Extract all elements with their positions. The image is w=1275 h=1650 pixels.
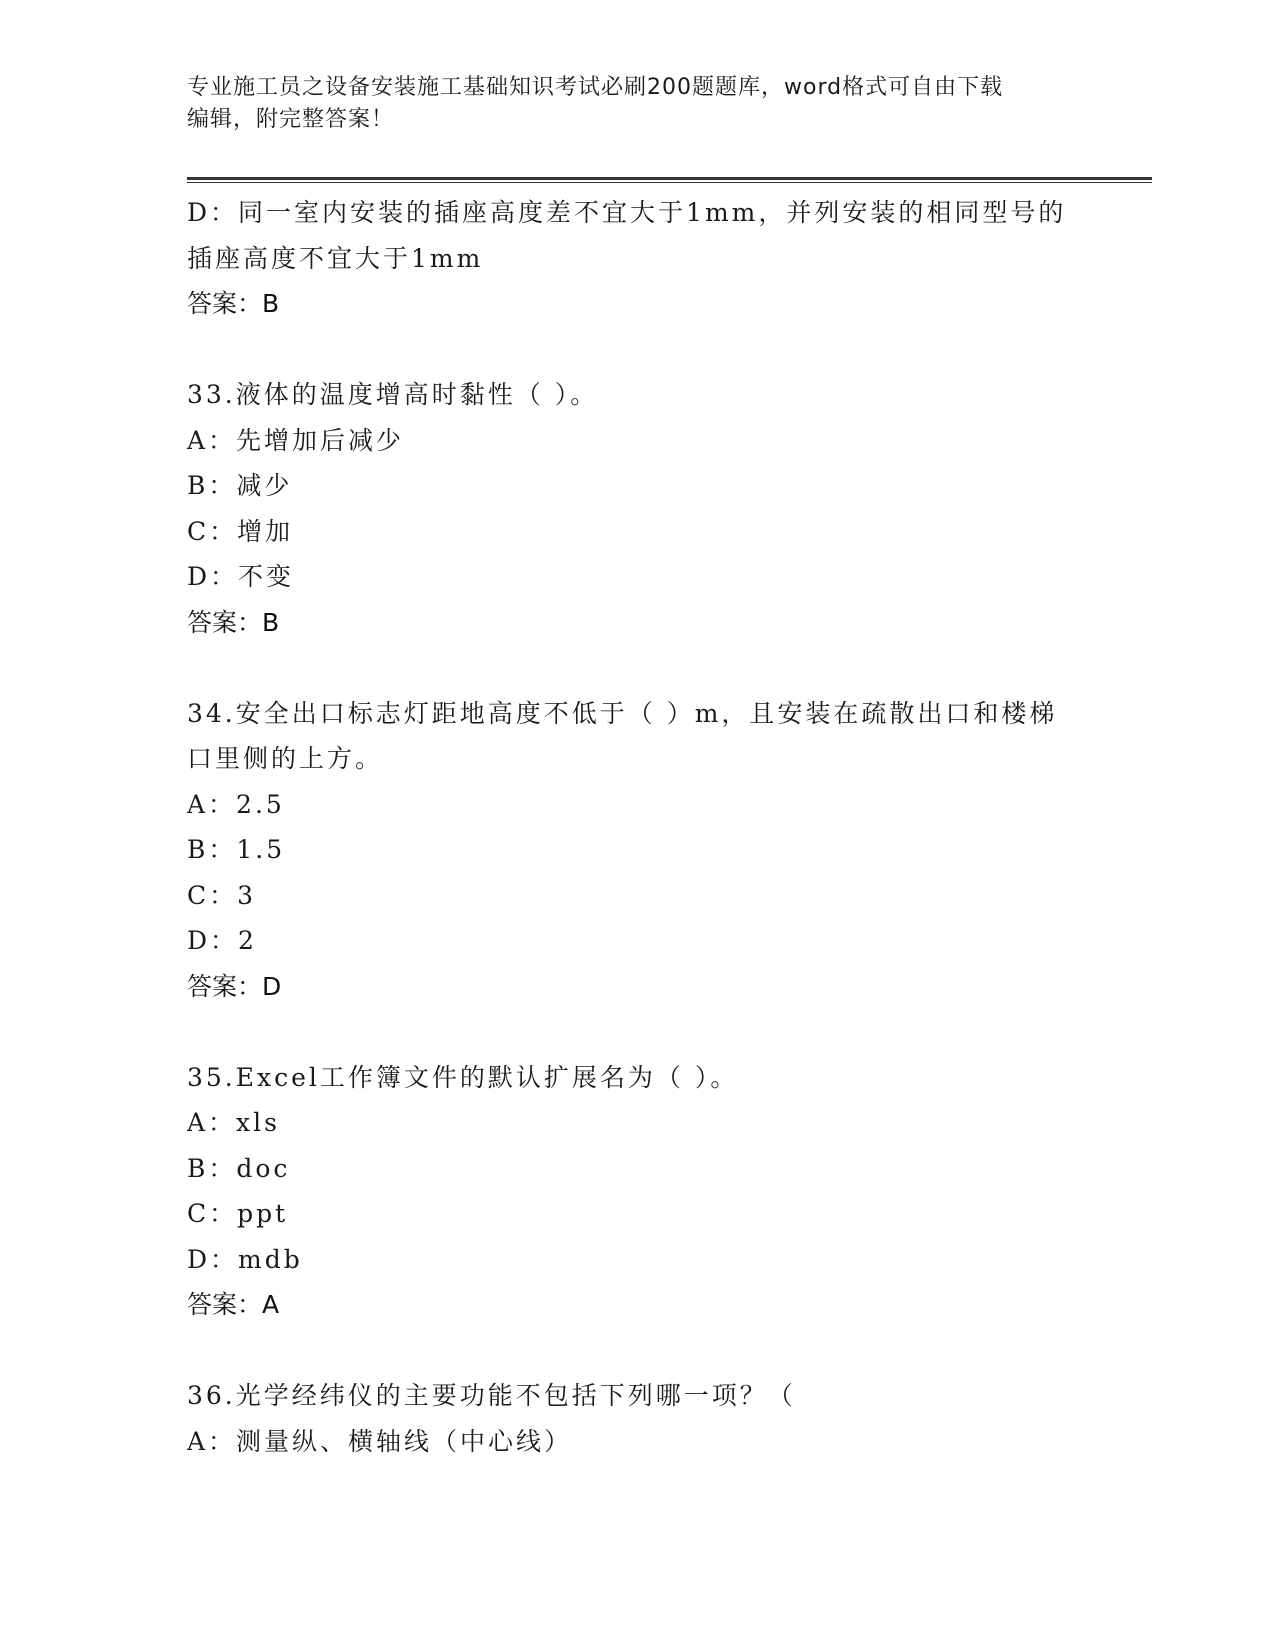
- option-b: B：doc: [187, 1153, 291, 1183]
- option-a: A：2.5: [187, 789, 285, 819]
- option-b: B：减少: [187, 471, 293, 500]
- spacer: [187, 1009, 1087, 1055]
- question-block-33: [187, 372, 1087, 645]
- spacer: [187, 327, 1087, 373]
- option-c: C：ppt: [187, 1199, 289, 1228]
- option-d-line-1: D：同一室内安装的插座高度差不宜大于1mm，并列安装的相同型号的: [187, 198, 1067, 227]
- question-block-36: [187, 1373, 1087, 1464]
- header-divider-thick: [187, 177, 1152, 180]
- question-text: 35.Excel工作簿文件的默认扩展名为（ ）。: [187, 1062, 739, 1092]
- document-header: [187, 72, 1087, 136]
- question-block-32: [187, 190, 1087, 327]
- answer-line: 答案：D: [187, 971, 282, 1001]
- question-block-35: [187, 1055, 1087, 1328]
- question-text: 33.液体的温度增高时黏性（ ）。: [187, 380, 599, 409]
- option-c: C：3: [187, 880, 257, 910]
- option-a: A：xls: [187, 1108, 280, 1137]
- question-block-34: [187, 691, 1087, 1010]
- option-d-line-2: 插座高度不宜大于1mm: [187, 243, 484, 273]
- spacer: [187, 1328, 1087, 1374]
- answer-line: 答案：B: [187, 289, 280, 318]
- option-b: B：1.5: [187, 835, 286, 864]
- answer-line: 答案：B: [187, 607, 280, 637]
- option-d: D：不变: [187, 562, 295, 591]
- option-d: D：mdb: [187, 1244, 303, 1274]
- option-d: D：2: [187, 926, 257, 955]
- header-divider-thin: [187, 182, 1152, 183]
- header-title-line-2: 编辑，附完整答案！: [187, 107, 395, 132]
- spacer: [187, 645, 1087, 691]
- question-text-line-2: 口里侧的上方。: [187, 744, 384, 773]
- question-text-line-1: 34.安全出口标志灯距地高度不低于（ ）m，且安装在疏散出口和楼梯: [187, 698, 1058, 728]
- option-c: C：增加: [187, 516, 294, 546]
- option-a: A：测量纵、横轴线（中心线）: [187, 1426, 573, 1456]
- question-text: 36.光学经纬仪的主要功能不包括下列哪一项？（: [187, 1381, 796, 1410]
- header-title-line-1: 专业施工员之设备安装施工基础知识考试必刷200题题库，word格式可自由下载: [187, 75, 1004, 100]
- option-a: A：先增加后减少: [187, 425, 405, 455]
- answer-line: 答案：A: [187, 1290, 280, 1319]
- question-list: [187, 190, 1087, 1464]
